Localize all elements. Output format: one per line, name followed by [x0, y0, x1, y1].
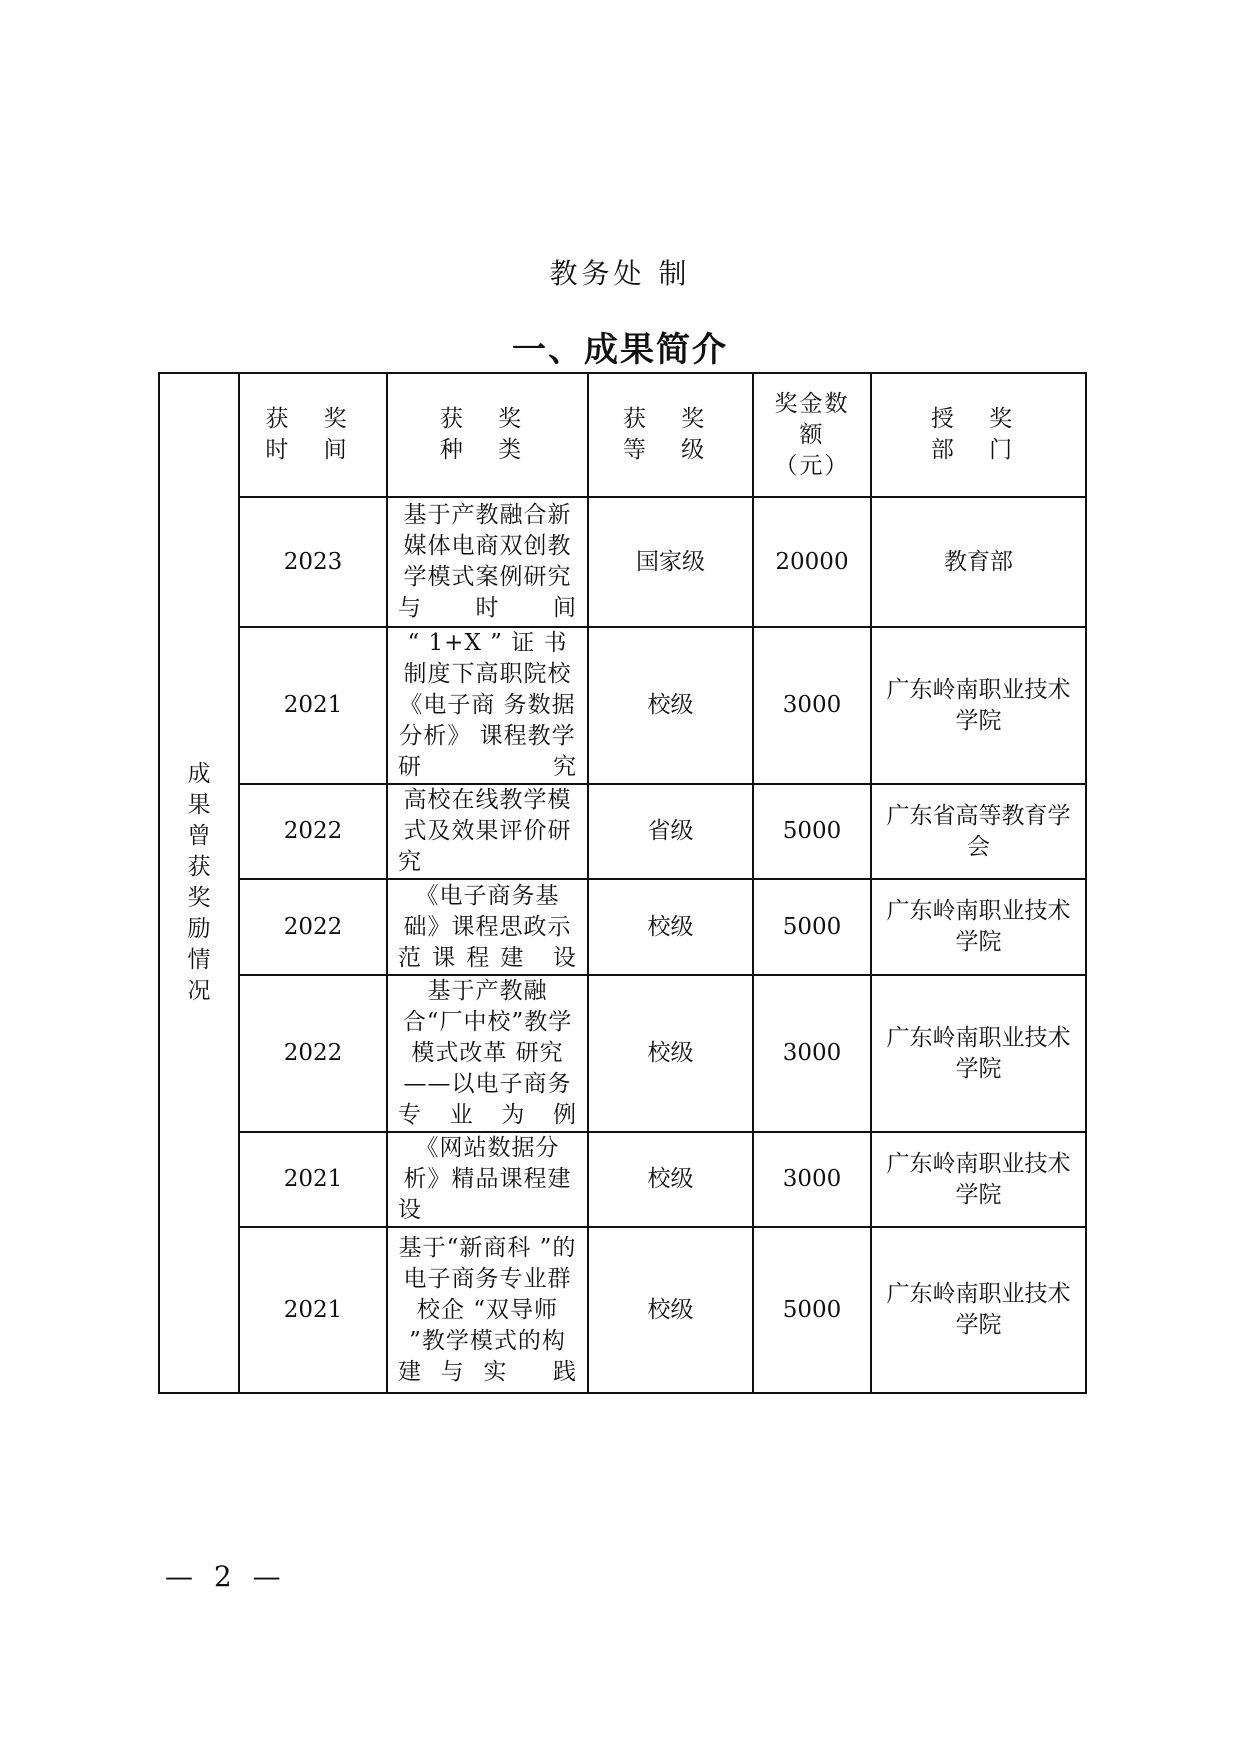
table-row	[159, 497, 1086, 627]
award-year: 2022	[239, 879, 387, 975]
award-name: 《电子商务基础》课程思政示范课程建 设	[387, 879, 588, 975]
award-level: 校级	[588, 1132, 753, 1227]
award-level: 校级	[588, 879, 753, 975]
award-dept: 教育部	[871, 497, 1086, 627]
award-year: 2021	[239, 1227, 387, 1393]
header-amount: 奖金数 额 （元）	[753, 373, 871, 497]
side-label: 成果曾获奖励情况	[187, 761, 211, 1004]
award-amount: 5000	[753, 784, 871, 879]
award-year: 2021	[239, 627, 387, 784]
award-amount: 3000	[753, 975, 871, 1132]
award-level: 国家级	[588, 497, 753, 627]
award-year: 2022	[239, 975, 387, 1132]
header-row	[159, 373, 1086, 497]
award-dept: 广东省高等教育学会	[871, 784, 1086, 879]
table-row	[159, 879, 1086, 975]
award-name: 基于“新商科 ”的电子商务专业群校企 “双导师 ”教学模式的构建与实 践	[387, 1227, 588, 1393]
page-number: — 2 —	[165, 1560, 287, 1593]
award-amount: 5000	[753, 1227, 871, 1393]
award-level: 省级	[588, 784, 753, 879]
header-time: 获 奖 时 间	[239, 373, 387, 497]
award-amount: 3000	[753, 627, 871, 784]
award-amount: 3000	[753, 1132, 871, 1227]
table-row	[159, 784, 1086, 879]
table-row	[159, 1227, 1086, 1393]
award-dept: 广东岭南职业技术学院	[871, 975, 1086, 1132]
award-level: 校级	[588, 627, 753, 784]
award-year: 2022	[239, 784, 387, 879]
awards-table	[158, 372, 1087, 1394]
award-amount: 5000	[753, 879, 871, 975]
table-row	[159, 627, 1086, 784]
award-dept: 广东岭南职业技术学院	[871, 627, 1086, 784]
award-amount: 20000	[753, 497, 871, 627]
award-dept: 广东岭南职业技术学院	[871, 879, 1086, 975]
side-label-cell	[159, 373, 239, 1393]
award-name: 《网站数据分析》精品课程建设	[387, 1132, 588, 1227]
award-name: 高校在线教学模式及效果评价研究	[387, 784, 588, 879]
section-title: 一、成果简介	[512, 330, 728, 370]
issuer-line: 教务处 制	[549, 257, 691, 290]
header-type: 获 奖 种 类	[387, 373, 588, 497]
award-year: 2023	[239, 497, 387, 627]
header-dept: 授 奖 部 门	[871, 373, 1086, 497]
award-dept: 广东岭南职业技术学院	[871, 1132, 1086, 1227]
award-name: 基于产教融合“厂中校”教学模式改革 研究——以电子商务专业为例	[387, 975, 588, 1132]
award-year: 2021	[239, 1132, 387, 1227]
table-row	[159, 1132, 1086, 1227]
header-level: 获 奖 等 级	[588, 373, 753, 497]
award-dept: 广东岭南职业技术学院	[871, 1227, 1086, 1393]
award-level: 校级	[588, 1227, 753, 1393]
table-row	[159, 975, 1086, 1132]
award-level: 校级	[588, 975, 753, 1132]
award-name: 基于产教融合新媒体电商双创教学模式案例研究与时间	[387, 497, 588, 627]
award-name: “ 1+X ” 证 书制度下高职院校《电子商 务数据分析》 课程教学研究	[387, 627, 588, 784]
